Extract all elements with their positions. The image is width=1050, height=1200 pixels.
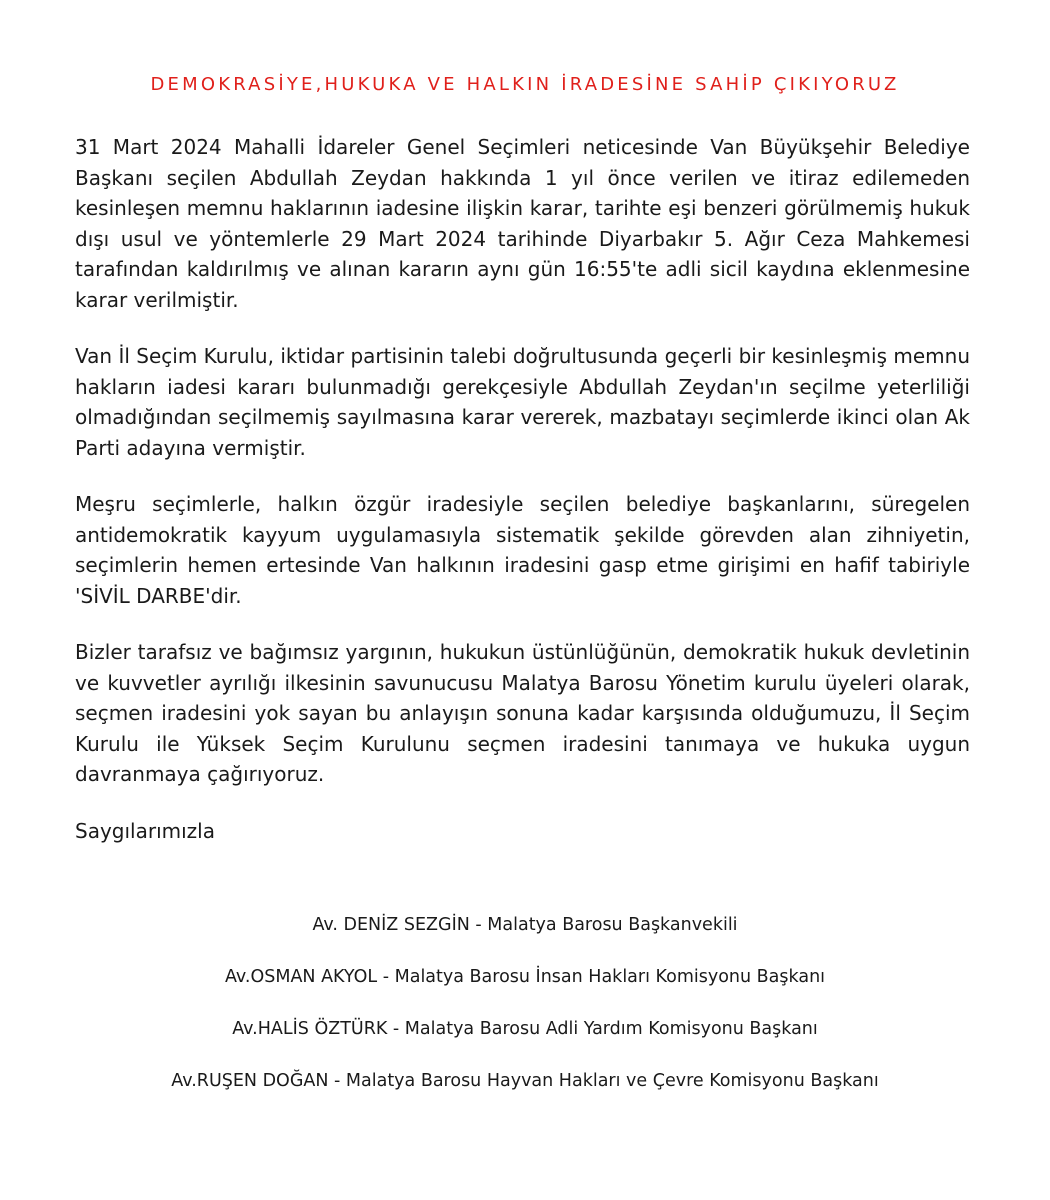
signature-line: Av.OSMAN AKYOL - Malatya Barosu İnsan Hakları Komisyonu Başkanı <box>224 967 826 987</box>
signatory-role: Malatya Barosu Adli Yardım Komisyonu Başkanı <box>404 1019 818 1039</box>
signatory-name: Av.OSMAN AKYOL <box>224 967 378 987</box>
closing-salutation: Saygılarımızla <box>75 818 215 843</box>
signature-block <box>0 908 1050 1116</box>
signatory-name: Av.HALİS ÖZTÜRK <box>232 1019 388 1039</box>
signature-line: Av.HALİS ÖZTÜRK - Malatya Barosu Adli Yardım Komisyonu Başkanı <box>232 1019 818 1039</box>
paragraph-3: Meşru seçimlerle, halkın özgür iradesiyle seçilen belediye başkanlarını, süregelen antidemokratik kayyum uygulamasıyla sistematik şekilde görevden alan zihniyetin, seçimlerin hemen ertesinde Van halkının iradesini gasp etme girişimi en hafif tabiriyle 'SİVİL DARBE'dir. <box>75 492 970 608</box>
paragraph-1: 31 Mart 2024 Mahalli İdareler Genel Seçimleri neticesinde Van Büyükşehir Belediye Başkanı seçilen Abdullah Zeydan hakkında 1 yıl önce verilen ve itiraz edilemeden kesinleşen memnu haklarının iadesine ilişkin karar, tarihte eşi benzeri görülmemiş hukuk dışı usul ve yöntemlerle 29 Mart 2024 tarihinde Diyarbakır 5. Ağır Ceza Mahkemesi tarafından kaldırılmış ve alınan kararın aynı gün 16:55'te adli sicil kaydına eklenmesine karar verilmiştir. <box>75 135 970 312</box>
signature-line: Av. DENİZ SEZGİN - Malatya Barosu Başkanvekili <box>312 915 738 935</box>
signatory-role: Malatya Barosu Hayvan Hakları ve Çevre Komisyonu Başkanı <box>345 1071 879 1091</box>
statement-title: DEMOKRASİYE,HUKUKA VE HALKIN İRADESİNE SAHİP ÇIKIYORUZ <box>150 74 900 95</box>
paragraph-4: Bizler tarafsız ve bağımsız yargının, hukukun üstünlüğünün, demokratik hukuk devletinin ve kuvvetler ayrılığı ilkesinin savunucusu Malatya Barosu Yönetim kurulu üyeleri olarak, seçmen iradesini yok sayan bu anlayışın sonuna kadar karşısında olduğumuzu, İl Seçim Kurulu ile Yüksek Seçim Kurulunu seçmen iradesini tanımaya ve hukuka uygun davranmaya çağırıyoruz. <box>75 640 970 786</box>
statement-body <box>75 132 970 846</box>
signatory-role: Malatya Barosu Başkanvekili <box>487 915 738 935</box>
signature-line: Av.RUŞEN DOĞAN - Malatya Barosu Hayvan Hakları ve Çevre Komisyonu Başkanı <box>171 1071 879 1091</box>
signatory-name: Av.RUŞEN DOĞAN <box>171 1071 329 1091</box>
signatory-role: Malatya Barosu İnsan Hakları Komisyonu Başkanı <box>394 967 826 987</box>
signatory-name: Av. DENİZ SEZGİN <box>312 915 470 935</box>
paragraph-2: Van İl Seçim Kurulu, iktidar partisinin talebi doğrultusunda geçerli bir kesinleşmiş memnu hakların iadesi kararı bulunmadığı gerekçesiyle Abdullah Zeydan'ın seçilme yeterliliği olmadığından seçilmemiş sayılmasına karar vererek, mazbatayı seçimlerde ikinci olan Ak Parti adayına vermiştir. <box>75 344 970 460</box>
